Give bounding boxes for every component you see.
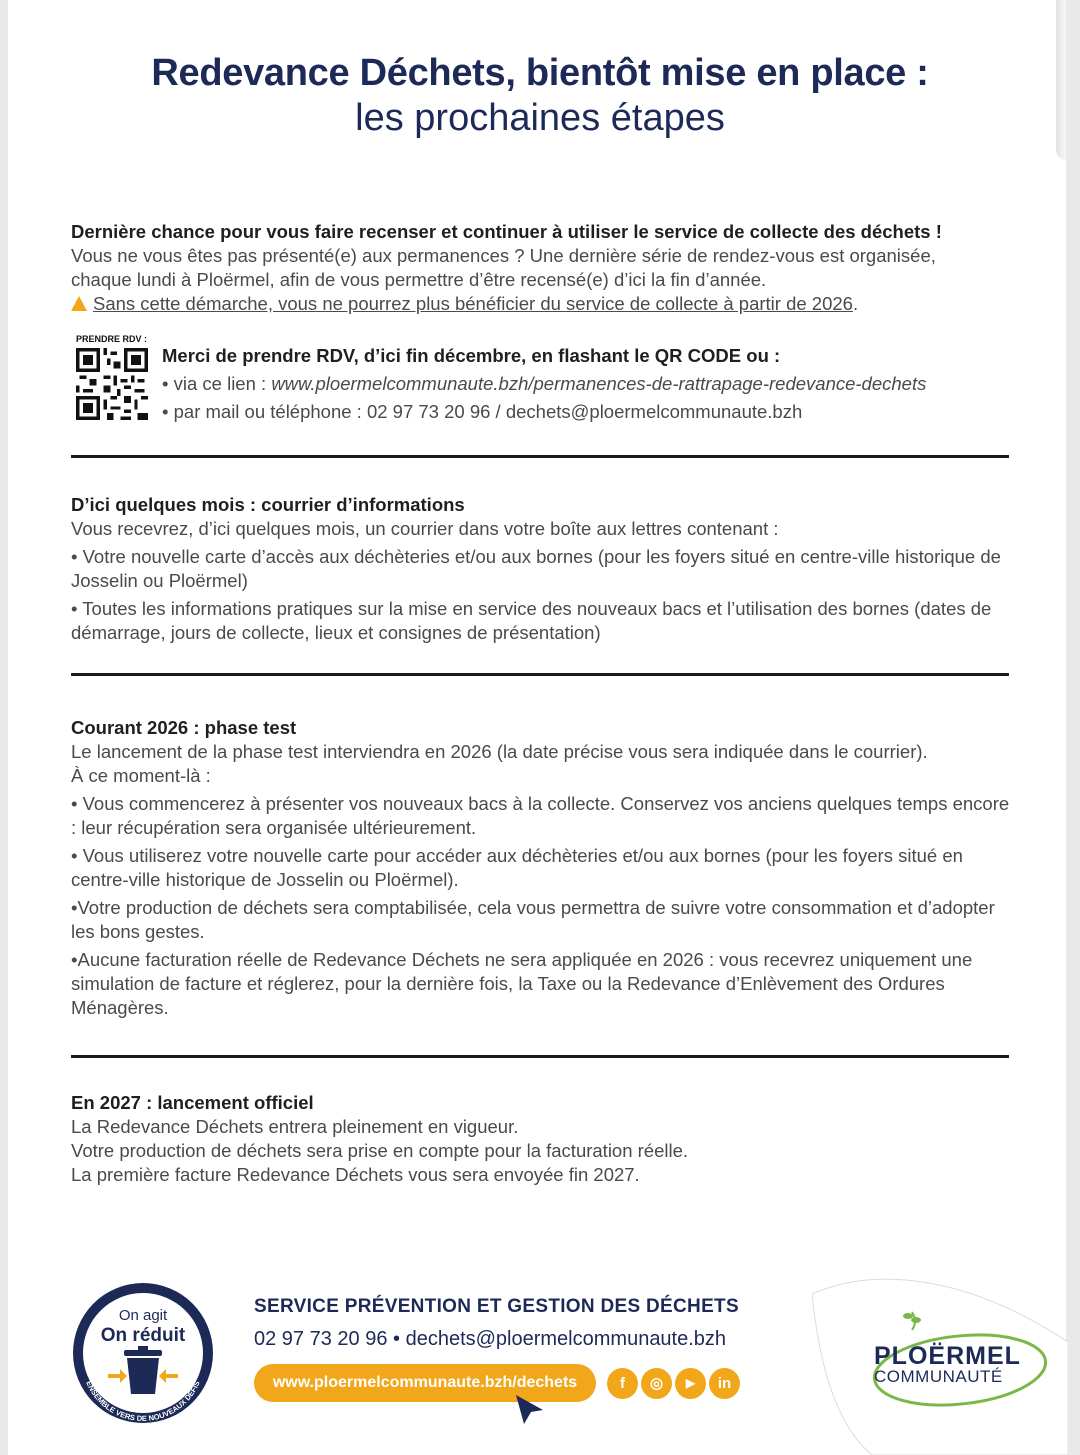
logo-line2: COMMUNAUTÉ [874, 1367, 1003, 1386]
bullet-item: • Toutes les informations pratiques sur la mise en service des nouveaux bacs et l’utilisation des bornes (dates de démarrage, jours de collecte, lieux et consignes de présentation) [71, 598, 992, 643]
on-agit-badge [70, 1280, 216, 1426]
rdv-link-line [162, 370, 1012, 398]
paragraph-line: Vous recevrez, d’ici quelques mois, un courrier dans votre boîte aux lettres contenant : [71, 518, 779, 539]
badge-top-text: On agit [118, 1307, 168, 1324]
rdv-link-prefix: • via ce lien : [162, 373, 272, 394]
logo-line1: PLOËRMEL [874, 1342, 1021, 1370]
bullet-item: •Aucune facturation réelle de Redevance Déchets ne sera appliquée en 2026 : vous recevrez uniquement une simulation de facture et réglerez, pour la dernière fois, la Taxe ou la Redevance d’Enlèvement des Ordures Ménagères. [71, 949, 973, 1018]
warning-end: . [852, 293, 859, 314]
paragraph-line: chaque lundi à Ploërmel, afin de vous permettre d’être recensé(e) d’ici la fin d’année. [71, 269, 767, 290]
qr-code-icon[interactable] [76, 348, 148, 420]
cursor-arrow-icon [513, 1392, 547, 1428]
service-contact: 02 97 73 20 96 • dechets@ploermelcommunaute.bzh [254, 1328, 727, 1350]
qr-label: PRENDRE RDV : [76, 334, 148, 344]
paragraph-line: La Redevance Déchets entrera pleinement en vigueur. [71, 1116, 519, 1137]
section-official-launch [71, 1091, 1011, 1187]
divider [71, 1055, 1009, 1058]
divider [71, 455, 1009, 458]
rdv-contact-line: • par mail ou téléphone : 02 97 73 20 96 / dechets@ploermelcommunaute.bzh [162, 401, 803, 422]
section-heading: En 2027 : lancement officiel [71, 1092, 314, 1113]
warning-icon [71, 296, 87, 311]
paragraph-line: Vous ne vous êtes pas présenté(e) aux permanences ? Une dernière série de rendez-vous est organisée, [71, 245, 936, 266]
paragraph-line: À ce moment-là : [71, 765, 211, 786]
section-heading: Courant 2026 : phase test [71, 717, 297, 738]
bullet-item: •Votre production de déchets sera comptabilisée, cela vous permettra de suivre votre consommation et d’adopter les bons gestes. [71, 897, 995, 942]
page-title: Redevance Déchets, bientôt mise en place : [151, 52, 929, 94]
page-subtitle: les prochaines étapes [355, 97, 725, 139]
instagram-icon[interactable]: ◎ [641, 1368, 672, 1399]
rdv-block [162, 342, 1012, 426]
service-title: SERVICE PRÉVENTION ET GESTION DES DÉCHETS [254, 1296, 739, 1317]
section-heading: Dernière chance pour vous faire recenser et continuer à utiliser le service de collecte des déchets ! [71, 221, 942, 242]
section-heading: D’ici quelques mois : courrier d’informations [71, 494, 465, 515]
bullet-item: • Vous commencerez à présenter vos nouveaux bacs à la collecte. Conservez vos anciens quelques temps encore : leur récupération sera organisée ultérieurement. [71, 793, 1010, 838]
warning-line [71, 292, 1011, 316]
bullet-item: • Votre nouvelle carte d’accès aux déchèteries et/ou aux bornes (pour les foyers situé en centre-ville historique de Josselin ou Ploërmel) [71, 546, 1001, 591]
rdv-heading: Merci de prendre RDV, d’ici fin décembre, en flashant le QR CODE ou : [162, 345, 781, 366]
divider [71, 673, 1009, 676]
title-block [0, 52, 1080, 140]
youtube-icon[interactable]: ▶ [675, 1368, 706, 1399]
website-link-button[interactable]: www.ploermelcommunaute.bzh/dechets [254, 1364, 596, 1402]
bullet-item: • Vous utiliserez votre nouvelle carte pour accéder aux déchèteries et/ou aux bornes (pour les foyers situé en centre-ville historique de Josselin ou Ploërmel). [71, 845, 963, 890]
badge-bold-text: On réduit [100, 1325, 186, 1346]
ploermel-communaute-logo [812, 1272, 1068, 1455]
rdv-link[interactable]: www.ploermelcommunaute.bzh/permanences-de-rattrapage-redevance-dechets [271, 373, 927, 394]
badge-ring-text: ENSEMBLE VERS DE NOUVEAUX DÉFIS [84, 1379, 202, 1424]
paragraph-line: La première facture Redevance Déchets vous sera envoyée fin 2027. [71, 1164, 640, 1185]
warning-text: Sans cette démarche, vous ne pourrez plus bénéficier du service de collecte à partir de 2026 [93, 293, 853, 314]
paragraph-line: Le lancement de la phase test interviendra en 2026 (la date précise vous sera indiquée dans le courrier). [71, 741, 928, 762]
section-last-chance [71, 220, 1011, 316]
section-test-phase [71, 716, 1011, 1020]
paragraph-line: Votre production de déchets sera prise en compte pour la facturation réelle. [71, 1140, 689, 1161]
section-letter [71, 493, 1011, 645]
linkedin-icon[interactable]: in [709, 1368, 740, 1399]
facebook-icon[interactable]: f [607, 1368, 638, 1399]
